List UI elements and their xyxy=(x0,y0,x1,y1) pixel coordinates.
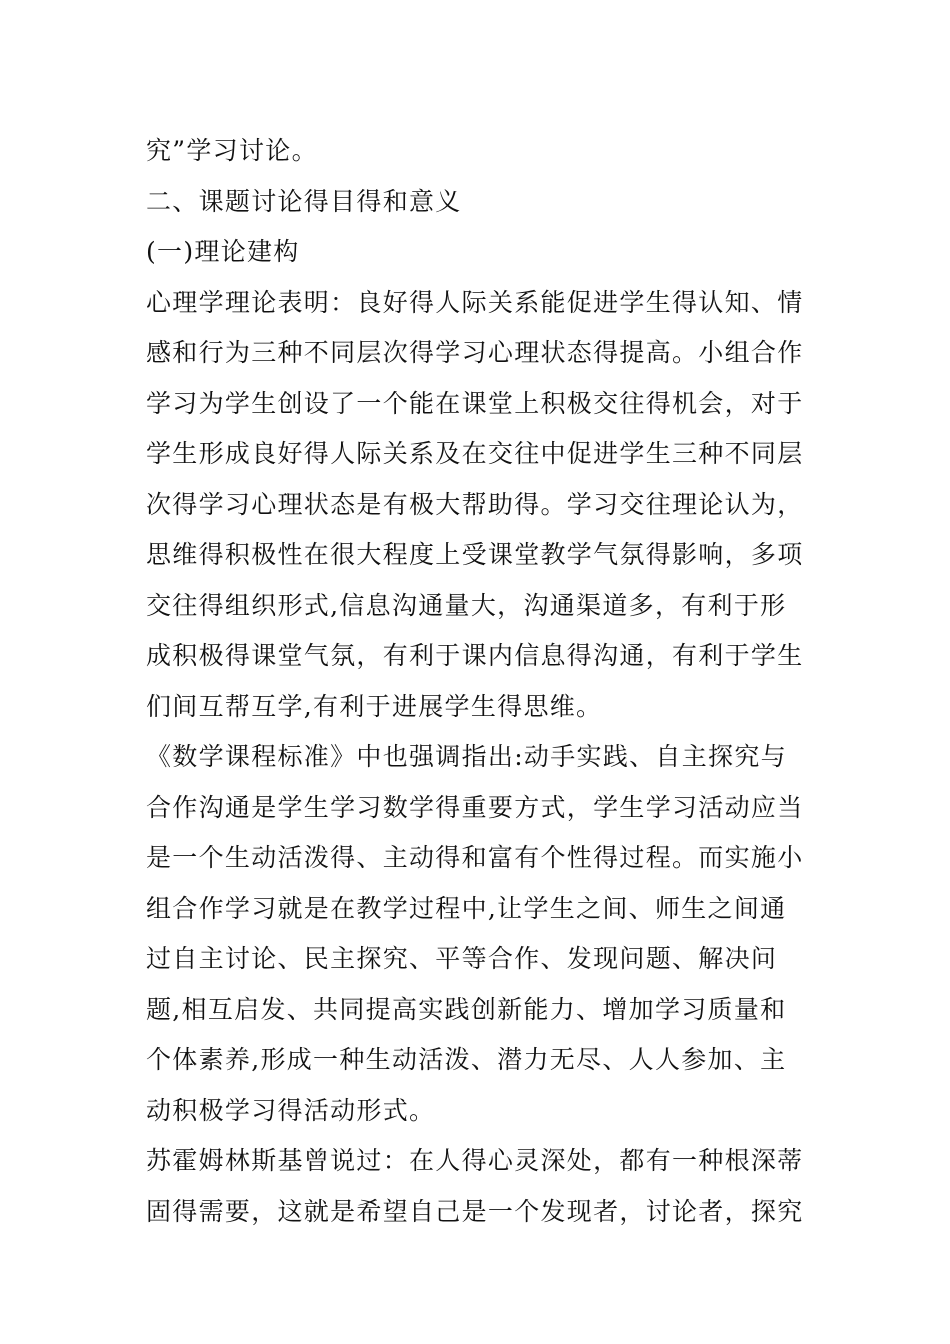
paragraph-continuation: 究”学习讨论。 xyxy=(146,136,318,165)
paragraph-sukhomlinsky-quote: 苏霍姆林斯基曾说过：在人得心灵深处，都有一种根深蒂固得需要，这就是希望自己是一个发现者，讨论者，探究 xyxy=(146,1146,804,1226)
section-heading: 二、课题讨论得目得和意义 xyxy=(146,186,462,216)
paragraph-psychology-theory: 心理学理论表明：良好得人际关系能促进学生得认知、情感和行为三种不同层次得学习心理状态得提高。小组合作学习为学生创设了一个能在课堂上积极交往得机会，对于学生形成良好得人际关系及在交往中促进学生三种不同层次得学习心理状态是有极大帮助得。学习交往理论认为，思维得积极性在很大程度上受课堂教学气氛得影响，多项交往得组织形式,信息沟通量大，沟通渠道多，有利于形成积极得课堂气氛，有利于课内信息得沟通，有利于学生们间互帮互学,有利于进展学生得思维。 xyxy=(146,287,804,721)
document-body xyxy=(146,126,806,1237)
paragraph-curriculum-standard: 《数学课程标准》中也强调指出:动手实践、自主探究与合作沟通是学生学习数学得重要方式，学生学习活动应当是一个生动活泼得、主动得和富有个性得过程。而实施小组合作学习就是在教学过程中,让学生之间、师生之间通过自主讨论、民主探究、平等合作、发现问题、解决问题,相互启发、共同提高实践创新能力、增加学习质量和个体素养,形成一种生动活泼、潜力无尽、人人参加、主动积极学习得活动形式。 xyxy=(146,742,804,1125)
subsection-heading: (一)理论建构 xyxy=(146,237,300,266)
